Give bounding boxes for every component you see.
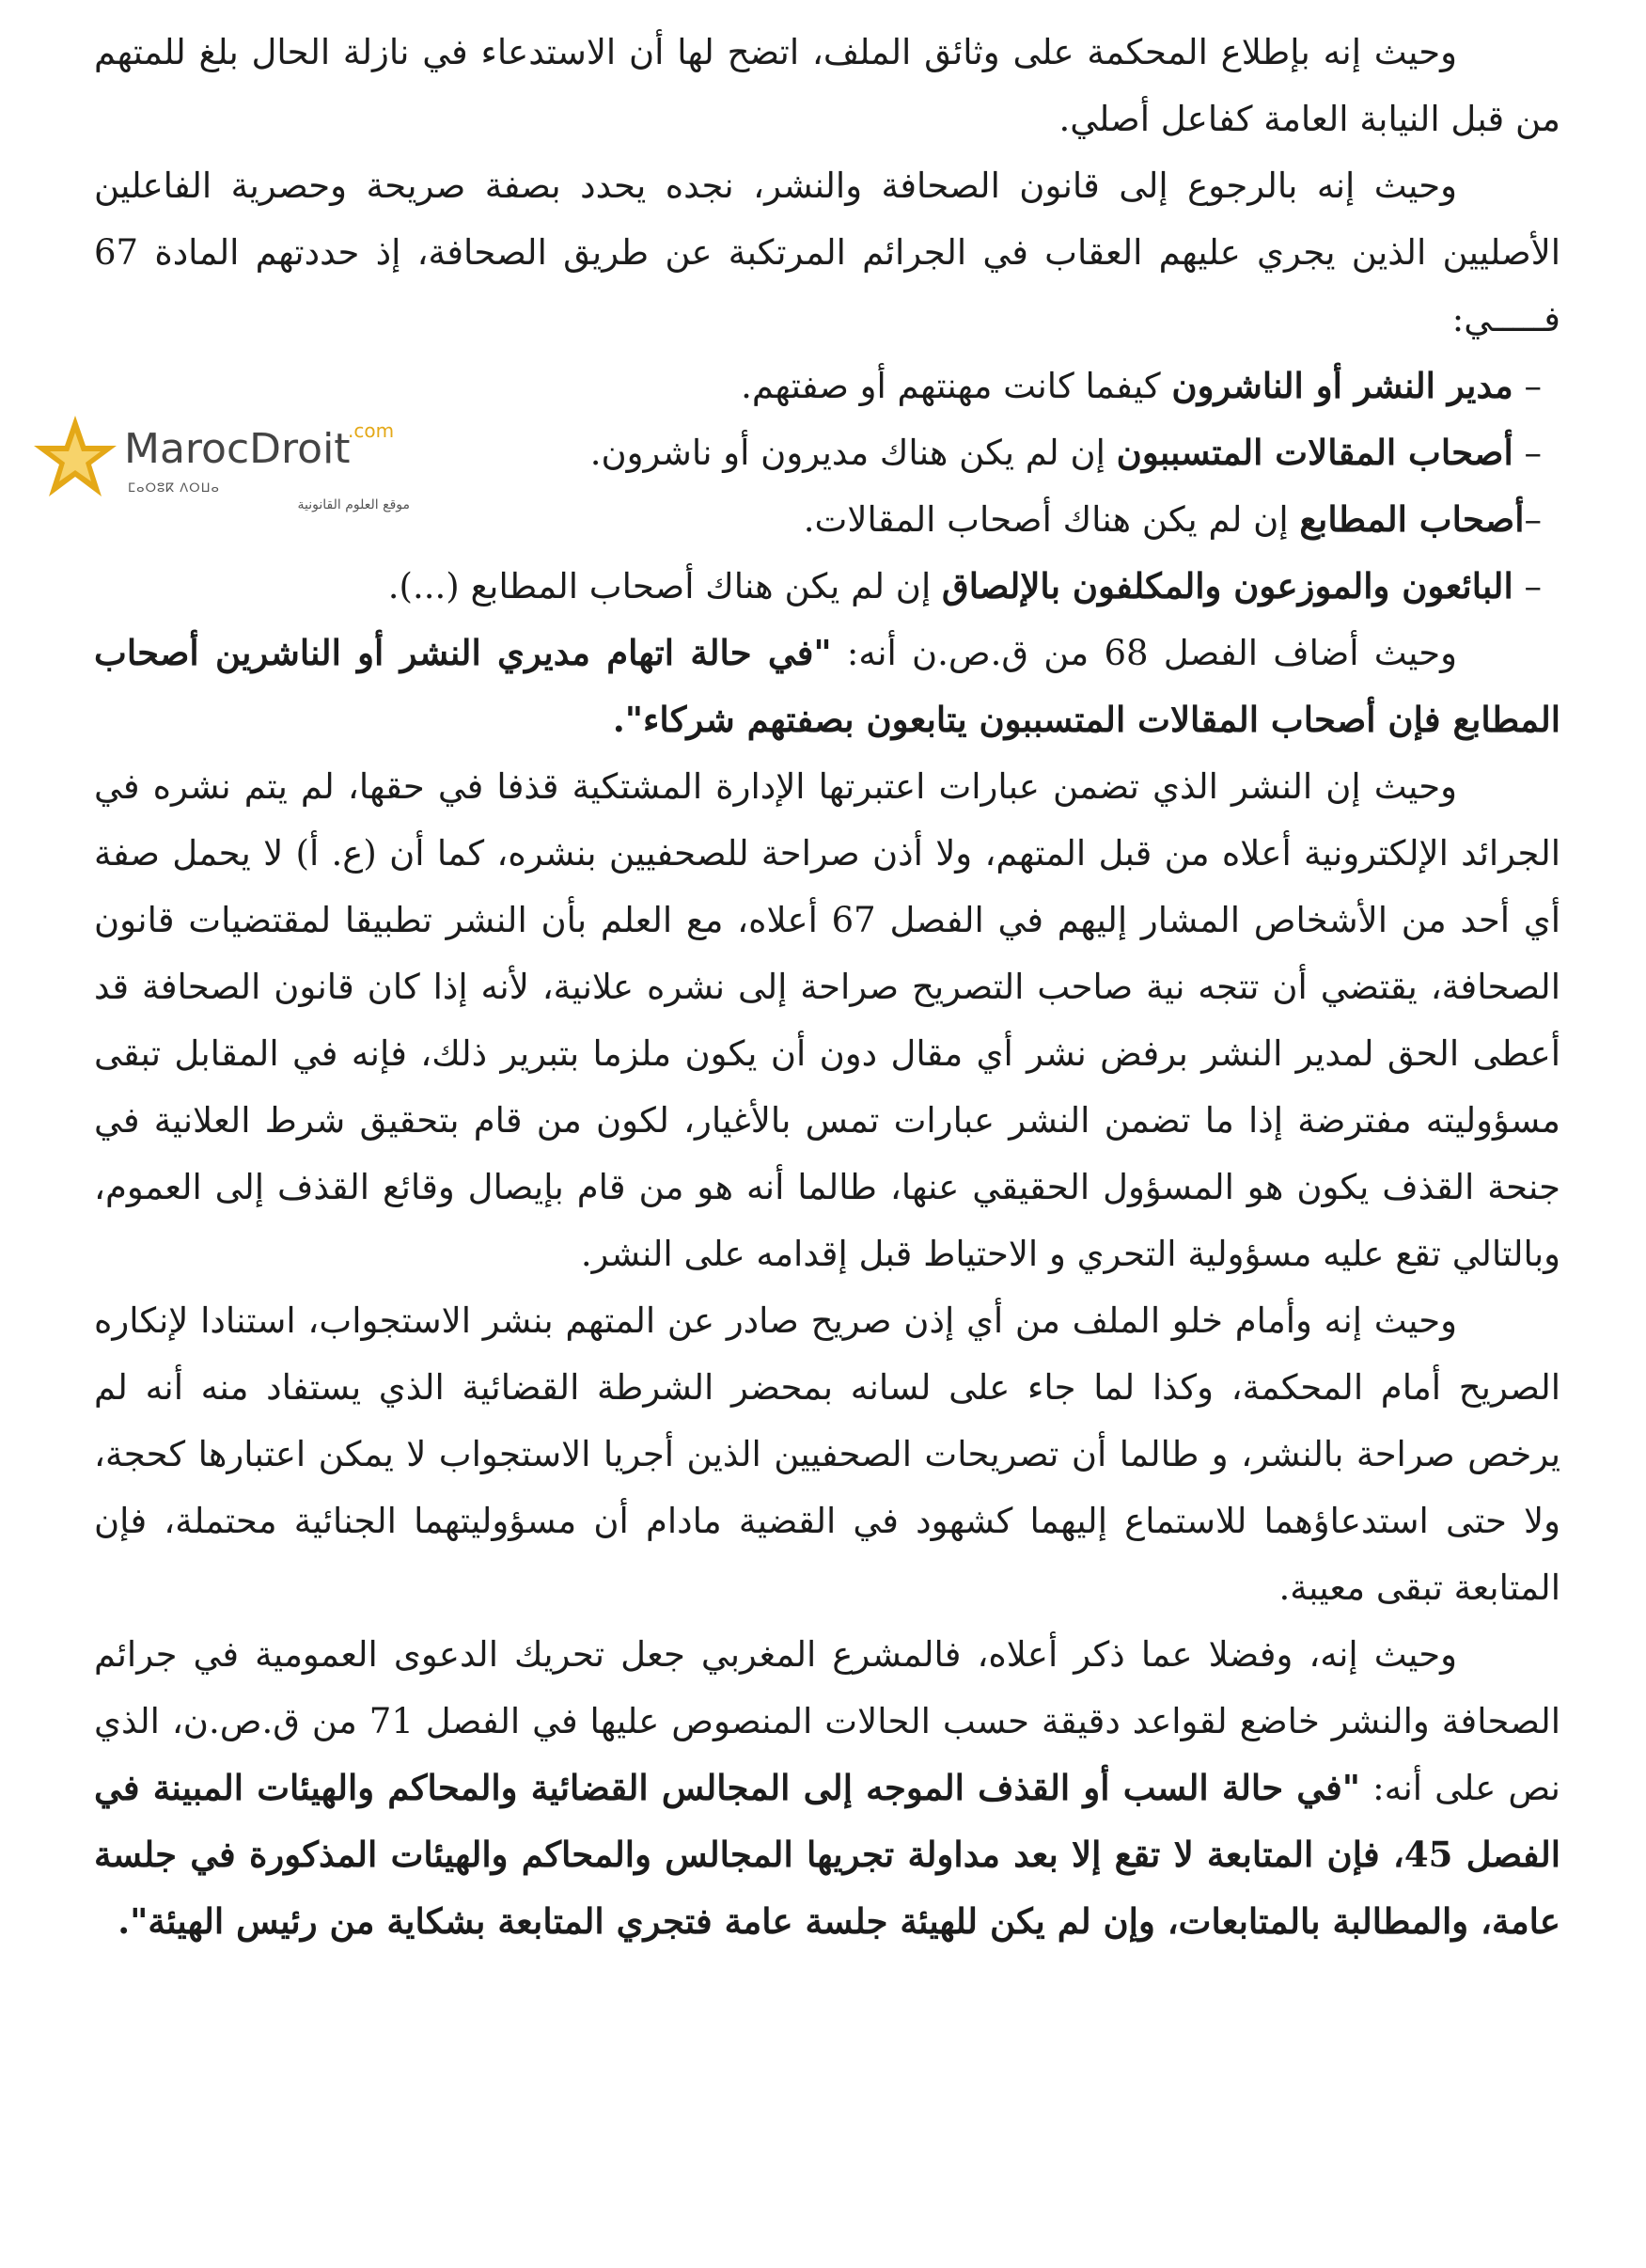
paragraph-authorization: وحيث إنه وأمام خلو الملف من أي إذن صريح صادر عن المتهم بنشر الاستجواب، استنادا لإنكاره الصريح أمام المحكمة، وكذا لما جاء على لسانه بمحضر الشرطة القضائية الذي يستفاد منه أنه لم يرخص صراحة بالنشر، و طالما أن تصريحات الصحفيين الذين أجريا الاستجواب لا يمكن اعتبارها كحجة، ولا حتى استدعاؤهما للاستماع إليهما كشهود في القضية مادام أن مسؤوليتهما الجنائية محتملة، فإن المتابعة تبقى معيبة. [94, 1300, 1560, 1608]
list-item-bold: البائعون والموزعون والمكلفون بالإلصاق [941, 565, 1513, 606]
list-item-bold: أصحاب المقالات المتسببون [1116, 432, 1513, 473]
list-item-text: إن لم يكن هناك أصحاب المقالات. [803, 499, 1300, 540]
principal-actors-list [94, 353, 1560, 620]
list-item-text: إن لم يكن هناك أصحاب المطابع (...). [387, 566, 942, 606]
quoted-article-71: "في حالة السب أو القذف الموجه إلى المجالس القضائية والمحاكم والهيئات المبينة في الفصل 45، فإن المتابعة لا تقع إلا بعد مداولة تجريها المجالس والمحاكم والهيئات المذكورة في جلسة عامة، والمطالبة بالمتابعات، وإن لم يكن للهيئة جلسة عامة فتجري المتابعة بشكاية من رئيس الهيئة". [94, 1767, 1560, 1942]
document-body [94, 19, 1560, 1955]
paragraph-publication: وحيث إن النشر الذي تضمن عبارات اعتبرتها الإدارة المشتكية قذفا في حقها، لم يتم نشره في الجرائد الإلكترونية أعلاه من قبل المتهم، ولا أذن صراحة للصحفيين بنشره، كما أن (ع. أ) لا يحمل صفة أي أحد من الأشخاص المشار إليهم في الفصل 67 أعلاه، مع العلم بأن النشر تطبيقا لمقتضيات قانون الصحافة، يقتضي أن تتجه نية صاحب التصريح صراحة إلى نشره علانية، لأنه إذا كان قانون الصحافة قد أعطى الحق لمدير النشر برفض نشر أي مقال دون أن يكون ملزما بتبرير ذلك، فإنه في المقابل تبقى مسؤوليته مفترضة إذا ما تضمن النشر عبارات تمس بالأغيار، لكون من قام بتحقيق شرط العلانية في جنحة القذف يكون هو المسؤول الحقيقي عنها، طالما أنه هو من قام بإيصال وقائع القذف إلى العموم، وبالتالي تقع عليه مسؤولية التحري و الاحتياط قبل إقدامه على النشر. [94, 766, 1560, 1274]
list-item: – أصحاب المقالات المتسببون إن لم يكن هناك مديرون أو ناشرون. [589, 432, 1542, 473]
paragraph-article-68 [94, 620, 1560, 753]
list-item: – البائعون والموزعون والمكلفون بالإلصاق إن لم يكن هناك أصحاب المطابع (...). [387, 565, 1542, 606]
quoted-article-68: "في حالة اتهام مديري النشر أو الناشرين أصحاب المطابع فإن أصحاب المقالات المتسببون يتابعون بصفتهم شركاء". [94, 632, 1560, 740]
logo-name: MarocDroit [124, 425, 351, 473]
list-item: – مدير النشر أو الناشرون كيفما كانت مهنتهم أو صفتهم. [741, 365, 1542, 406]
paragraph-text: وحيث أضاف الفصل 68 من ق.ص.ن أنه: [831, 633, 1457, 673]
list-item-bold: أصحاب المطابع [1299, 498, 1525, 540]
list-item-text: إن لم يكن هناك مديرون أو ناشرون. [589, 433, 1117, 473]
paragraph-article-71 [94, 1621, 1560, 1955]
list-item: –أصحاب المطابع إن لم يكن هناك أصحاب المقالات. [803, 498, 1542, 540]
logo-domain-suffix: .com [348, 419, 395, 442]
paragraph-text: وحيث إنه، وفضلا عما ذكر أعلاه، فالمشرع المغربي جعل تحريك الدعوى العمومية في جرائم الصحافة والنشر خاضع لقواعد دقيقة حسب الحالات المنصوص عليها في الفصل 71 من ق.ص.ن، الذي نص على أنه: [94, 1634, 1561, 1808]
list-item-bold: مدير النشر أو الناشرون [1171, 365, 1513, 406]
paragraph-press-law: وحيث إنه بالرجوع إلى قانون الصحافة والنشر، نجده يحدد بصفة صريحة وحصرية الفاعلين الأصليين الذين يجري عليهم العقاب في الجرائم المرتكبة عن طريق الصحافة، إذ حددتهم المادة 67 فـــــي: [94, 165, 1560, 339]
paragraph-summons: وحيث إنه بإطلاع المحكمة على وثائق الملف، اتضح لها أن الاستدعاء في نازلة الحال بلغ للمتهم من قبل النيابة العامة كفاعل أصلي. [94, 32, 1560, 139]
list-item-text: كيفما كانت مهنتهم أو صفتهم. [741, 366, 1172, 406]
logo-arabic-tagline: موقع العلوم القانونية [297, 497, 410, 512]
logo-tifinagh-text: ⵎⴰⵔⵓⴽ ⴷⵔⵡⴰ [128, 481, 220, 496]
